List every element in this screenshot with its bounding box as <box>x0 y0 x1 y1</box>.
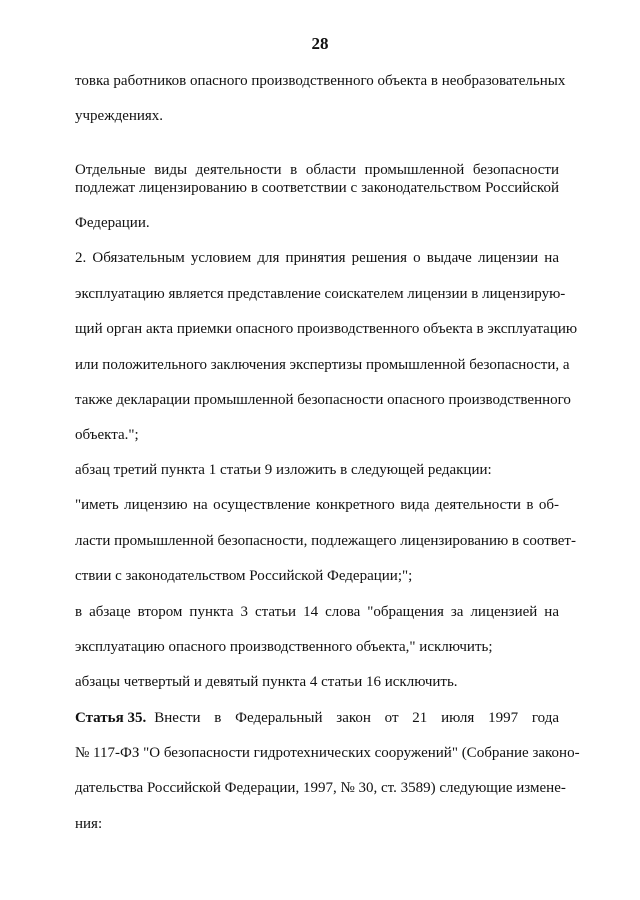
text-line: абзацы четвертый и девятый пункта 4 статьи 16 исключить. <box>75 674 458 690</box>
text-line: дательства Российской Федерации, 1997, № 30, ст. 3589) следующие измене- <box>75 780 566 796</box>
text-line: ния: <box>75 816 103 832</box>
text-line: эксплуатацию опасного производственного объекта," исключить; <box>75 639 493 655</box>
text-line: Отдельные виды деятельности в области промышленной безопасности <box>75 162 559 178</box>
text-line: Федерации. <box>75 215 150 231</box>
text-line: объекта."; <box>75 427 139 443</box>
text-line: ствии с законодательством Российской Федерации;"; <box>75 568 413 584</box>
text-line: или положительного заключения экспертизы промышленной безопасности, а <box>75 357 570 373</box>
paragraph-first-line <box>75 143 559 179</box>
text-line: в абзаце втором пункта 3 статьи 14 слова "обращения за лицензией на <box>75 604 559 620</box>
text-line: "иметь лицензию на осуществление конкретного вида деятельности в об- <box>75 497 559 513</box>
text-line: эксплуатацию является представление соискателем лицензии в лицензирую- <box>75 286 566 302</box>
text-line: товка работников опасного производственного объекта в необразовательных <box>75 73 566 89</box>
page-number: 28 <box>311 34 329 53</box>
text-line: Внести в Федеральный закон от 21 июля 1997 года <box>154 710 559 726</box>
text-line: № 117-ФЗ "О безопасности гидротехнических сооружений" (Собрание законо- <box>75 745 580 761</box>
text-line: щий орган акта приемки опасного производственного объекта в эксплуатацию <box>75 321 578 337</box>
text-line: 2. Обязательным условием для принятия решения о выдаче лицензии на <box>75 250 559 266</box>
article-35-first-line <box>75 709 559 727</box>
text-line: абзац третий пункта 1 статьи 9 изложить в следующей редакции: <box>75 462 492 478</box>
text-line: подлежат лицензированию в соответствии с законодательством Российской <box>75 180 559 196</box>
text-line: учреждениях. <box>75 108 164 124</box>
text-line: также декларации промышленной безопасности опасного производственного <box>75 392 571 408</box>
text-line: ласти промышленной безопасности, подлежащего лицензированию в соответ- <box>75 533 576 549</box>
article-label: Статья 35. <box>75 710 147 726</box>
